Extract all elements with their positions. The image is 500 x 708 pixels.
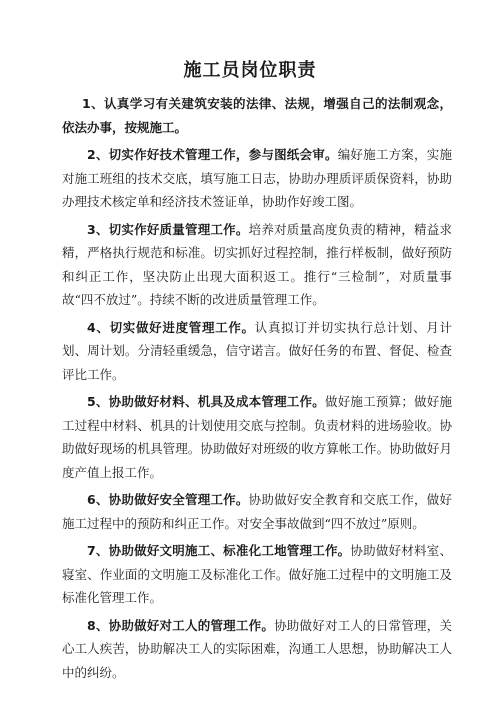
duty-text: 协助做好安全教育和交底工作，做好施工过程中的预防和纠正工作。对安全事故做到“四不放过”原则。	[62, 492, 452, 531]
duty-heading: 5、协助做好材料、机具及成本管理工作。	[87, 394, 325, 409]
duty-heading: 3、切实作好质量管理工作。	[87, 221, 249, 237]
document-title: 施工员岗位职责	[183, 60, 317, 81]
duty-heading: 1、认真学习有关建筑安装的法律、法规，增强自己的法制观念，依法办事，按规施工。	[62, 96, 452, 135]
duty-paragraph-4	[62, 316, 452, 387]
duty-text: 协助做好对工人的日常管理，关心工人疾苦，协助解决工人的实际困难，沟通工人思想，协助解决工人中的纠纷。	[62, 617, 452, 680]
duty-text: 做好施工预算；做好施工过程中材料、机具的计划使用交底与控制。负责材料的进场验收。协助做好现场的机具管理。协助做好对班级的收方算帐工作。协助做好月度产值上报工作。	[62, 394, 452, 480]
duty-heading: 7、协助做好文明施工、标准化工地管理工作。	[87, 543, 351, 558]
duty-heading: 4、切实做好进度管理工作。	[87, 319, 255, 335]
duty-paragraph-2	[62, 143, 452, 214]
duty-text: 培养对质量高度负责的精神，精益求精，严格执行规范和标准。切实抓好过程控制，推行样板制，做好预防和纠正工作，坚决防止出现大面积返工。推行“三检制”，对质量事故“四不放过”。持续不断的改进质量管理工作。	[62, 221, 452, 307]
duty-paragraph-6	[62, 488, 452, 535]
duty-heading: 6、协助做好安全管理工作。	[87, 492, 249, 507]
duty-paragraph-7	[62, 539, 452, 610]
duty-paragraph-1	[62, 92, 452, 139]
duty-text: 编好施工方案，实施对施工班组的技术交底，填写施工日志，协助办理质评质保资料，协助办理技术核定单和经济技术签证单，协助作好竣工图。	[62, 147, 452, 209]
duty-text: 认真拟订并切实执行总计划、月计划、周计划。分清轻重缓急，信守诺言。做好任务的布置、督促、检查评比工作。	[62, 319, 452, 382]
document-body	[62, 92, 452, 688]
duty-paragraph-5	[62, 390, 452, 484]
duty-paragraph-8	[62, 614, 452, 685]
duty-heading: 8、协助做好对工人的管理工作。	[87, 617, 275, 633]
duty-heading: 2、切实作好技术管理工作，参与图纸会审。	[87, 147, 338, 162]
duty-paragraph-3	[62, 218, 452, 312]
duty-text: 协助做好材料室、寝室、作业面的文明施工及标准化工作。做好施工过程中的文明施工及标准化管理工作。	[62, 543, 452, 605]
